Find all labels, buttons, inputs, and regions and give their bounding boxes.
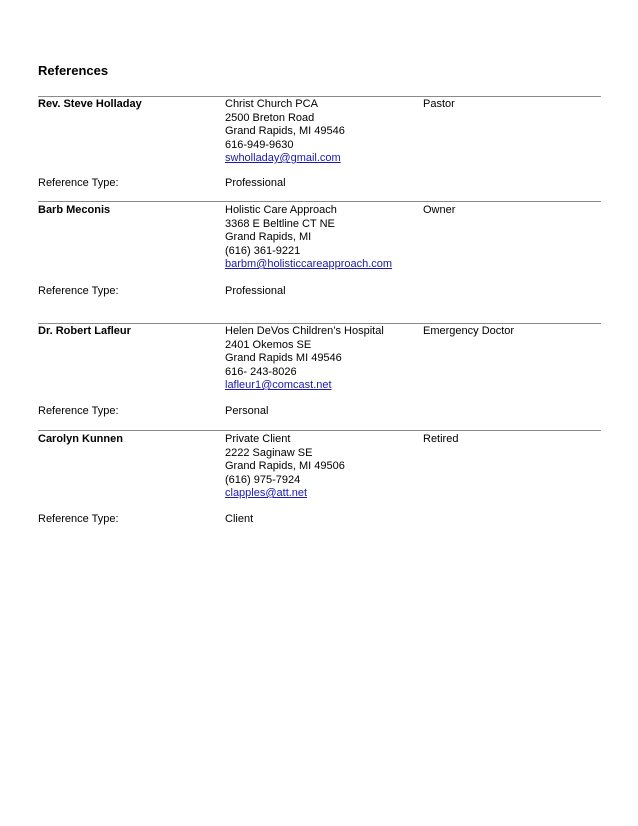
reference-role: Pastor	[423, 98, 455, 110]
reference-street: 2500 Breton Road	[225, 111, 315, 124]
reference-role: Emergency Doctor	[423, 325, 515, 337]
reference-org: Helen DeVos Children’s Hospital	[225, 325, 384, 337]
reference-city: Grand Rapids, MI 49546	[225, 125, 345, 137]
reference-address	[225, 204, 392, 272]
reference-type-label: Reference Type:	[38, 177, 119, 189]
page-title: References	[38, 63, 109, 78]
reference-org: Christ Church PCA	[225, 98, 318, 110]
reference-address	[225, 98, 345, 166]
reference-phone: (616) 361-9221	[225, 244, 301, 257]
reference-org: Private Client	[225, 433, 291, 445]
divider	[38, 96, 601, 97]
reference-name: Carolyn Kunnen	[38, 433, 123, 445]
reference-type-label: Reference Type:	[38, 285, 119, 297]
reference-name: Rev. Steve Holladay	[38, 98, 142, 110]
reference-role: Owner	[423, 204, 456, 216]
reference-email-link[interactable]: barbm@holisticcareapproach.com	[225, 258, 393, 270]
reference-phone: 616-949-9630	[225, 138, 294, 151]
reference-type-value: Client	[225, 513, 254, 525]
reference-city: Grand Rapids, MI 49506	[225, 460, 345, 472]
reference-org: Holistic Care Approach	[225, 204, 337, 216]
reference-street: 2222 Saginaw SE	[225, 446, 313, 459]
reference-type-value: Professional	[225, 177, 286, 189]
reference-name: Barb Meconis	[38, 204, 111, 216]
reference-address	[225, 325, 384, 393]
reference-type-label: Reference Type:	[38, 405, 119, 417]
reference-type-label: Reference Type:	[38, 513, 119, 525]
reference-city: Grand Rapids, MI	[225, 231, 312, 243]
reference-phone: (616) 975-7924	[225, 473, 301, 486]
reference-phone: 616- 243-8026	[225, 365, 297, 378]
divider	[38, 201, 601, 202]
reference-address	[225, 433, 345, 501]
reference-city: Grand Rapids MI 49546	[225, 352, 342, 364]
reference-email-link[interactable]: lafleur1@comcast.net	[225, 379, 332, 391]
divider	[38, 323, 601, 324]
divider	[38, 430, 601, 431]
reference-name: Dr. Robert Lafleur	[38, 325, 131, 337]
reference-type-value: Professional	[225, 285, 286, 297]
reference-email-link[interactable]: clapples@att.net	[225, 487, 308, 499]
reference-street: 3368 E Beltline CT NE	[225, 217, 335, 230]
reference-email-link[interactable]: swholladay@gmail.com	[225, 152, 341, 164]
reference-street: 2401 Okemos SE	[225, 338, 312, 351]
reference-role: Retired	[423, 433, 459, 445]
reference-type-value: Personal	[225, 405, 269, 417]
